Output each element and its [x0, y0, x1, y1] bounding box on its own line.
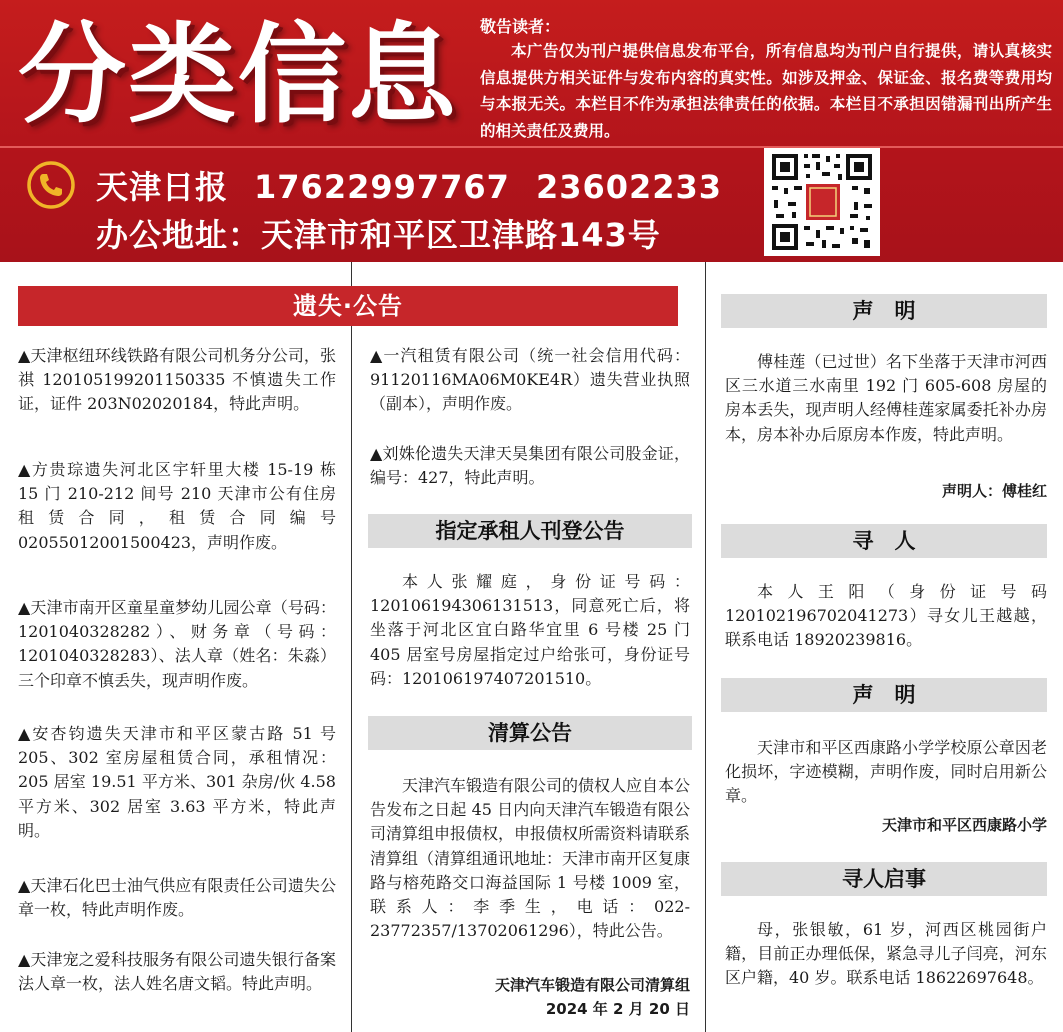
list-item: ▲天津宠之爱科技服务有限公司遗失银行备案法人章一枚，法人姓名唐文韬。特此声明。 — [18, 950, 336, 994]
statement-signer: 天津市和平区西康路小学 — [881, 816, 1047, 834]
statement-body: 傅桂莲（已过世）名下坐落于天津市河西区三水道三水南里 192 门 605-608 房屋的房本丢失，现声明人经傅桂莲家属委托补办房本，房本补办后原房本作废，特此声明。 — [725, 352, 1047, 444]
header-banner — [0, 0, 1063, 262]
liquidation-date: 2024 年 2 月 20 日 — [545, 1000, 690, 1018]
phone-number-1: 17622997767 — [254, 168, 510, 206]
missing-person-heading: 寻人启事 — [721, 862, 1047, 896]
notice-body: 本广告仅为刊户提供信息发布平台，所有信息均为刊户自行提供，请认真核实信息提供方相关证件与发布内容的真实性。如涉及押金、保证金、报名费等费用均与本报无关。本栏目不作为承担法律责任的依据。本栏目不承担因错漏刊出所产生的相关责任及费用。 — [480, 42, 1052, 140]
page-title: 分类信息 — [18, 13, 459, 138]
tenant-notice-body: 本人张耀庭，身份证号码：120106194306131513，同意死亡后，将坐落于河北区宜白路华宜里 6 号楼 25 门 405 居室号房屋指定过户给张可，身份证号码：120106197407201510。 — [370, 572, 690, 688]
column-3 — [707, 262, 1063, 1032]
office-address: 办公地址：天津市和平区卫津路143号 — [96, 216, 661, 254]
list-item: ▲刘姝伦遗失天津天昊集团有限公司股金证，编号：427，特此声明。 — [370, 444, 690, 488]
header-divider — [0, 146, 1063, 148]
liquidation-notice-body: 天津汽车锻造有限公司的债权人应自本公告发布之日起 45 日内向天津汽车锻造有限公司清算组申报债权，申报债权所需资料请联系清算组（清算组通讯地址：天津市南开区复康路与榕苑路交口海益国际 1 号楼 1009 室，联系人：李季生，电话：022-23772357/13702061296），特此公告。 — [370, 776, 691, 941]
paper-name: 天津日报 — [96, 168, 229, 206]
section-title-lost-notices: 遗失·公告 — [18, 286, 678, 326]
list-item: ▲天津市南开区童星童梦幼儿园公章（号码：1201040328282）、财务章（号码：1201040328283）、法人章（姓名：朱淼）三个印章不慎丢失，现声明作废。 — [18, 598, 336, 690]
search-person-body: 本人王阳（身份证号码 120102196702041273）寻女儿王越越，联系电话 18920239816。 — [725, 582, 1047, 650]
list-item: ▲天津石化巴士油气供应有限责任公司遗失公章一枚，特此声明作废。 — [18, 876, 336, 920]
column-1 — [0, 262, 404, 1032]
list-item: ▲天津枢纽环线铁路有限公司机务分公司，张祺 120105199201150335 不慎遗失工作证，证件 203N02020184，特此声明。 — [18, 346, 336, 414]
phone-number-2: 23602233 — [535, 168, 723, 206]
column-divider-2 — [705, 262, 706, 1032]
list-item: ▲方贵琮遗失河北区宇轩里大楼 15-19 栋 15 门 210-212 间号 210 天津市公有住房租赁合同，租赁合同编号 02055012001500423，声明作废。 — [18, 460, 336, 552]
phone-icon — [26, 160, 76, 210]
tenant-notice-heading: 指定承租人刊登公告 — [368, 514, 692, 548]
list-item: ▲安杏钧遗失天津市和平区蒙古路 51 号 205、302 室房屋租赁合同，承租情况：205 居室 19.51 平方米、301 杂房/伙 4.58 平方米、302 居室 3.63 平方米，特此声明。 — [18, 724, 336, 840]
statement-heading: 声 明 — [721, 678, 1047, 712]
statement-signer: 声明人：傅桂红 — [941, 482, 1047, 500]
liquidation-notice-heading: 清算公告 — [368, 716, 692, 750]
liquidation-signer: 天津汽车锻造有限公司清算组 — [494, 976, 690, 994]
list-item: ▲一汽租赁有限公司（统一社会信用代码：91120116MA06M0KE4R）遗失营业执照（副本），声明作废。 — [370, 346, 690, 414]
contact-phones — [96, 162, 748, 208]
missing-person-body: 母，张银敏，61 岁，河西区桃园街户籍，目前正办理低保，紧急寻儿子闫亮，河东区户籍，40 岁。联系电话 18622697648。 — [725, 920, 1047, 988]
qr-code-icon — [764, 148, 880, 256]
column-2 — [352, 262, 704, 1032]
statement-body: 天津市和平区西康路小学学校原公章因老化损坏，字迹模糊，声明作废，同时启用新公章。 — [725, 738, 1047, 806]
notice-heading: 敬告读者： — [480, 17, 561, 36]
search-person-heading: 寻 人 — [721, 524, 1047, 558]
statement-heading: 声 明 — [721, 294, 1047, 328]
